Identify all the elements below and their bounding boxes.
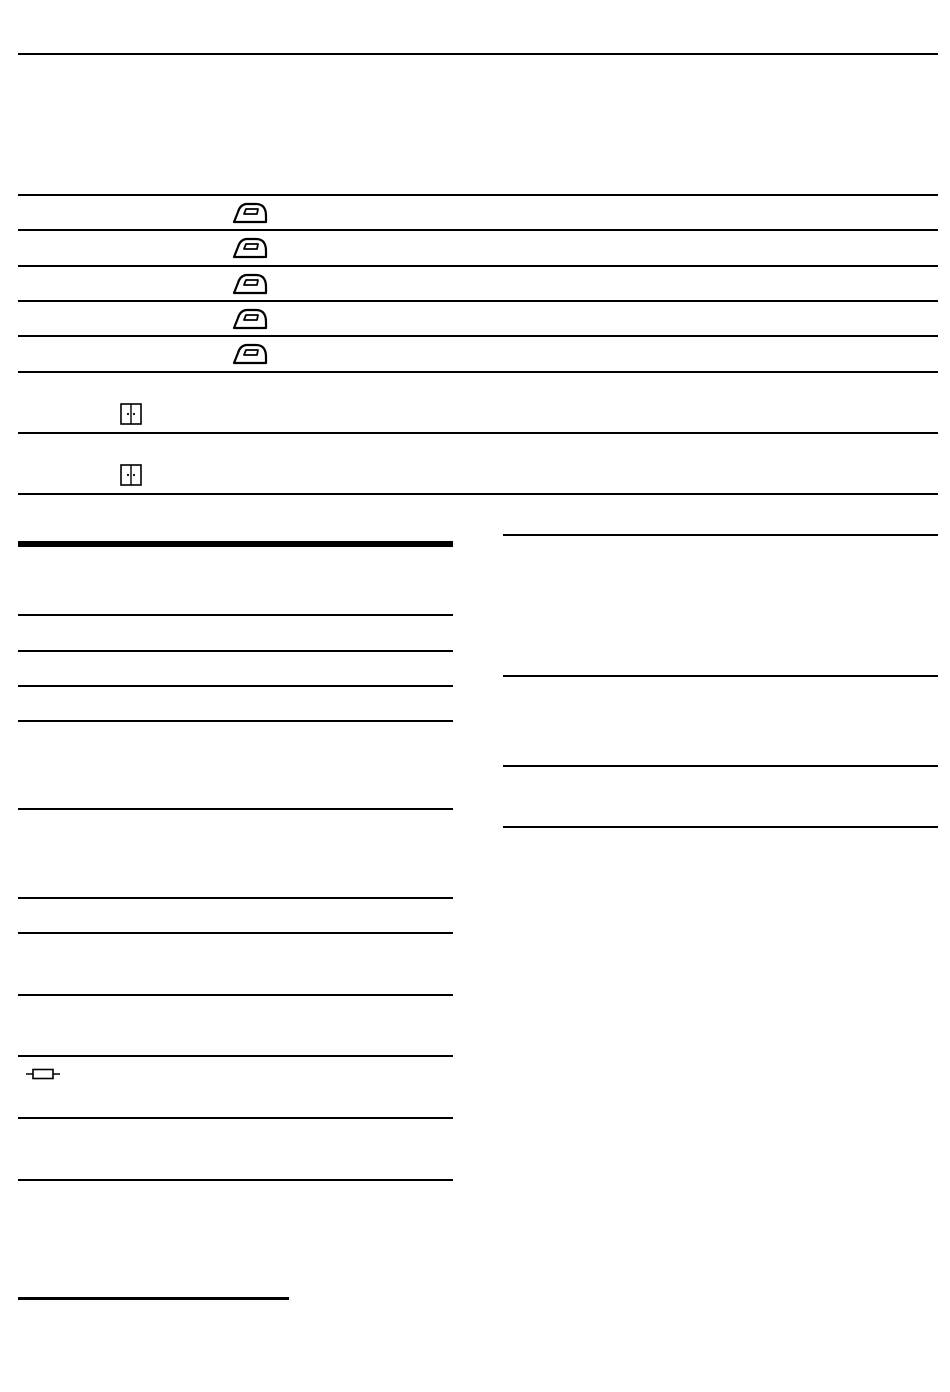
table-rule — [18, 994, 453, 996]
table-row — [18, 1057, 453, 1117]
table-row — [18, 196, 938, 230]
iron-icon — [232, 200, 268, 226]
table-header-area — [18, 55, 938, 194]
table-rule — [503, 826, 938, 828]
table-row — [18, 434, 938, 493]
table-row — [18, 267, 938, 301]
iron-icon — [232, 271, 268, 297]
footnote-rule — [18, 1297, 289, 1300]
iron-icon — [232, 235, 268, 261]
table-row — [18, 302, 938, 336]
table-row — [18, 373, 938, 432]
table-rule — [18, 897, 453, 899]
table-rule — [18, 1179, 453, 1181]
cabinet-icon — [120, 464, 142, 486]
table-rule — [18, 720, 453, 722]
table-rule — [18, 685, 453, 687]
table-rule — [18, 932, 453, 934]
table-rule — [18, 493, 938, 495]
table-row — [18, 231, 938, 265]
iron-icon — [232, 306, 268, 332]
fuse-icon — [26, 1067, 60, 1081]
table-rule — [18, 1117, 453, 1119]
table-rule — [18, 614, 453, 616]
section-heading-rule — [18, 541, 453, 547]
table-rule — [503, 765, 938, 767]
table-rule — [18, 808, 453, 810]
table-rule — [503, 534, 938, 536]
table-rule — [503, 675, 938, 677]
iron-icon — [232, 341, 268, 367]
table-rule — [18, 650, 453, 652]
table-row — [18, 337, 938, 371]
cabinet-icon — [120, 403, 142, 425]
